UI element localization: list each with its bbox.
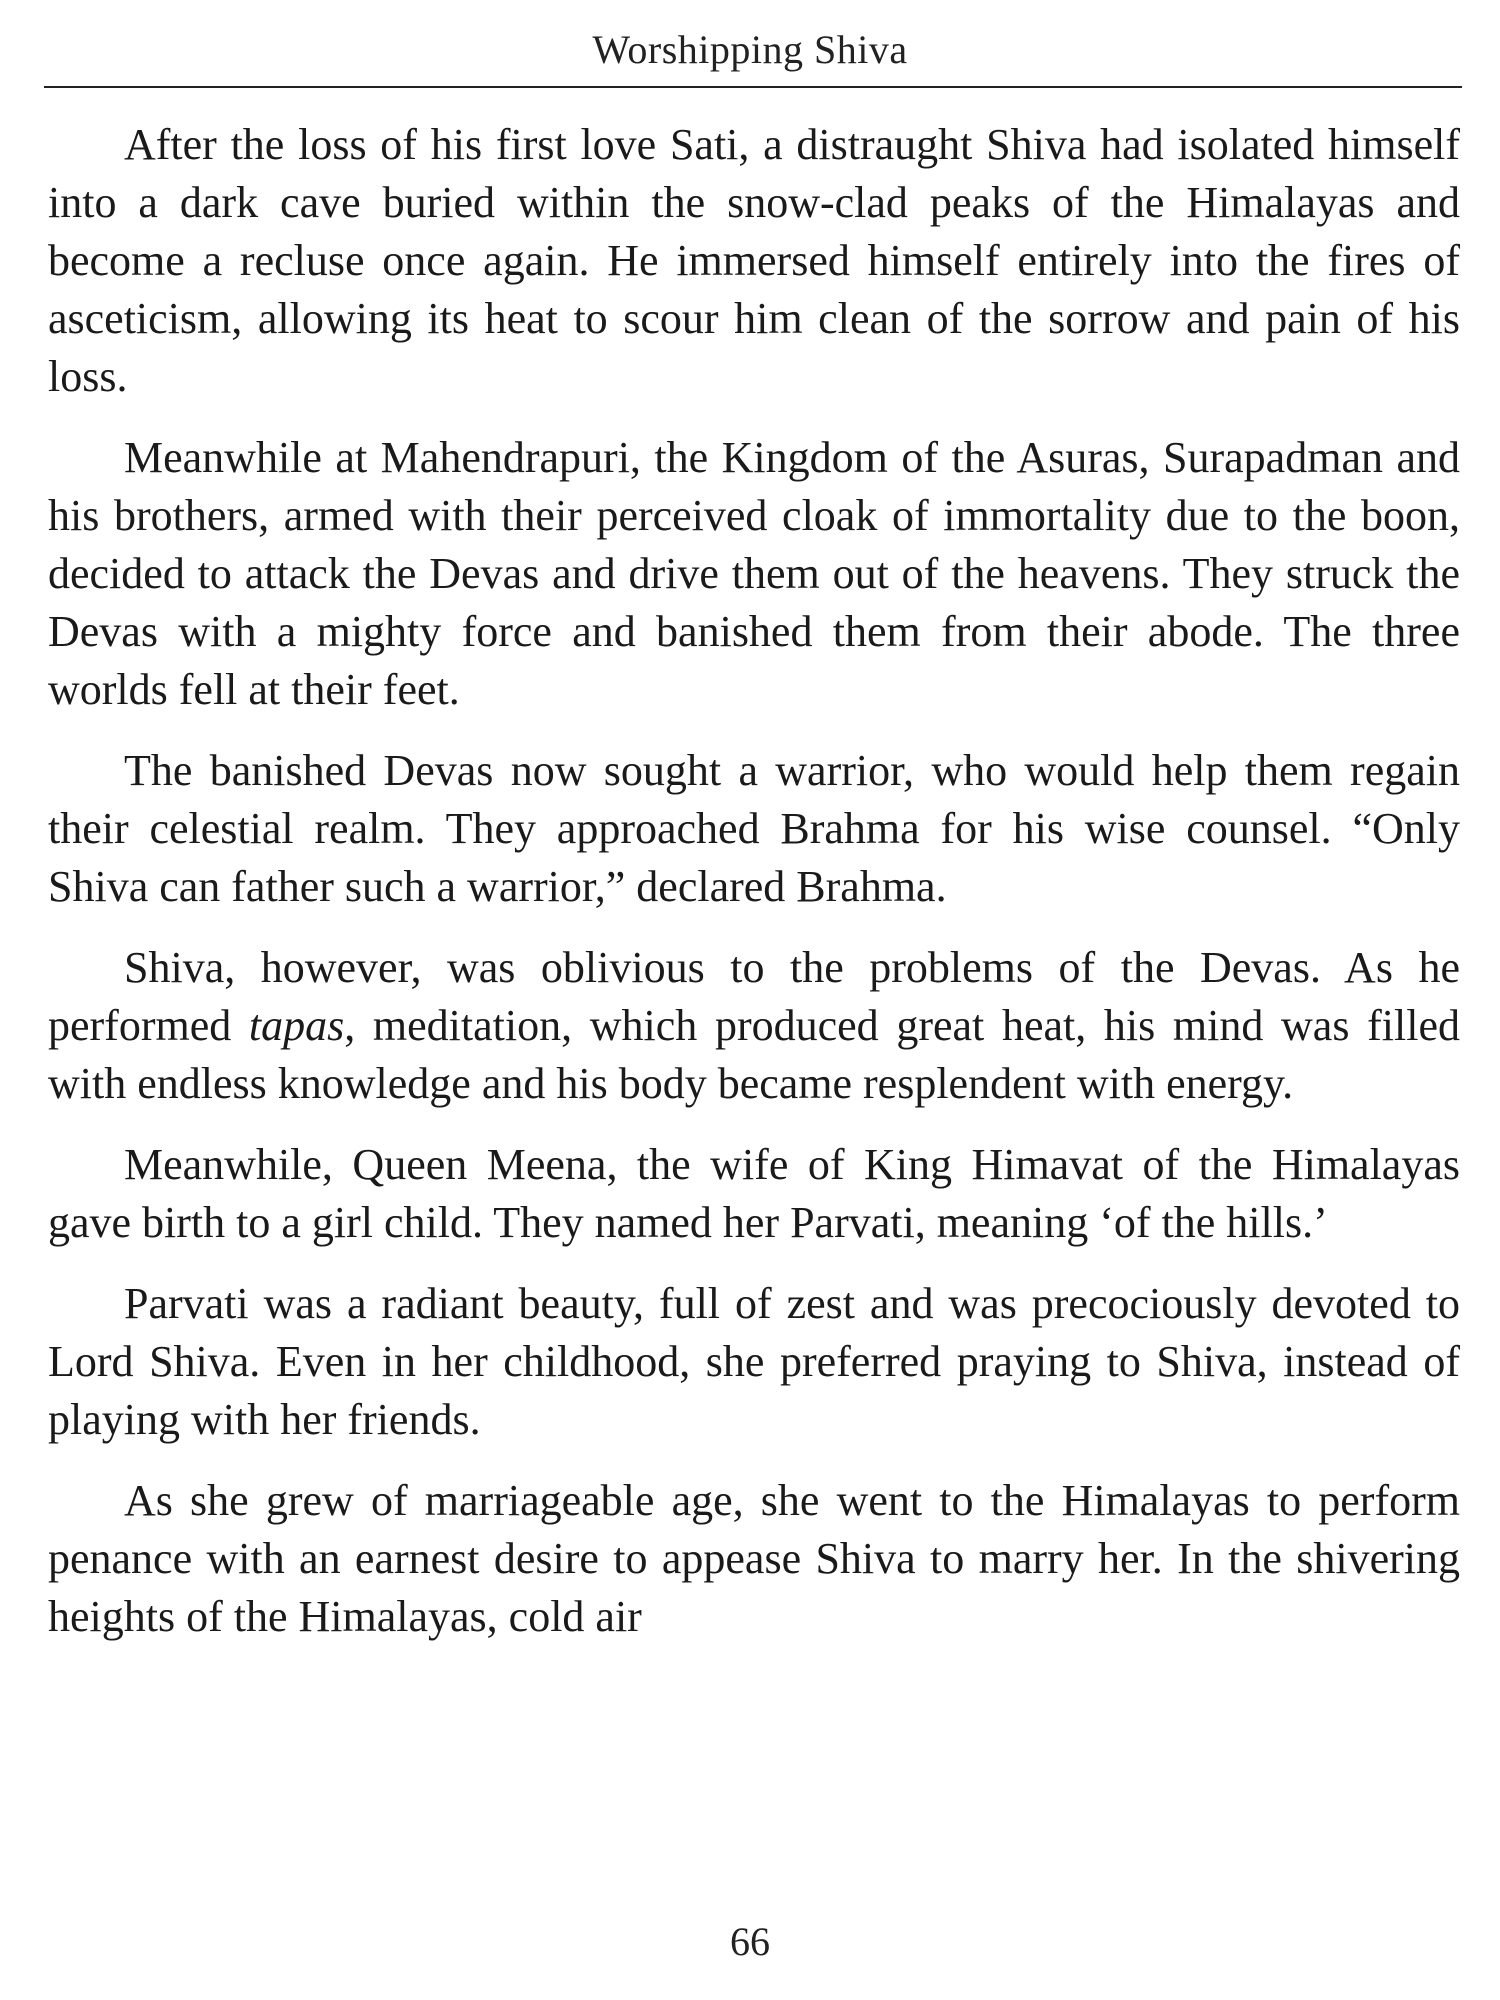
page-number: 66 xyxy=(730,1919,770,1964)
body-text xyxy=(48,116,1460,1669)
paragraph: Meanwhile, Queen Meena, the wife of King Himavat of the Himalayas gave birth to a girl child. They named her Parvati, meaning ‘of the hills.’ xyxy=(48,1140,1460,1247)
paragraph: Meanwhile at Mahendrapuri, the Kingdom of the Asuras, Surapadman and his brothers, armed with their perceived cloak of immortality due to the boon, decided to attack the Devas and drive them out of the heavens. They struck the Devas with a mighty force and banished them from their abode. The three worlds fell at their feet. xyxy=(48,433,1460,714)
paragraph: Parvati was a radiant beauty, full of zest and was precociously devoted to Lord Shiva. Even in her childhood, she preferred praying to Shiva, instead of playing with her friends. xyxy=(48,1279,1460,1444)
paragraph: As she grew of marriageable age, she went to the Himalayas to perform penance with an earnest desire to appease Shiva to marry her. In the shivering heights of the Himalayas, cold air xyxy=(48,1476,1460,1641)
paragraph: After the loss of his first love Sati, a distraught Shiva had isolated himself into a dark cave buried within the snow-clad peaks of the Himalayas and become a recluse once again. He immersed himself entirely into the fires of asceticism, allowing its heat to scour him clean of the sorrow and pain of his loss. xyxy=(48,120,1460,401)
italic-term: tapas xyxy=(248,1001,345,1050)
running-head: Worshipping Shiva xyxy=(592,27,908,72)
paragraph xyxy=(48,939,1460,1113)
paragraph-text: , meditation, which produced great heat, his mind was filled with endless knowledge and his body became resplendent with energy. xyxy=(48,1001,1460,1108)
paragraph-text: Shiva, however, was oblivious to the problems of the Devas. As he performed xyxy=(48,943,1460,1050)
header-rule xyxy=(44,86,1462,88)
paragraph: The banished Devas now sought a warrior, who would help them regain their celestial realm. They approached Brahma for his wise counsel. “Only Shiva can father such a warrior,” declared Brahma. xyxy=(48,746,1460,911)
